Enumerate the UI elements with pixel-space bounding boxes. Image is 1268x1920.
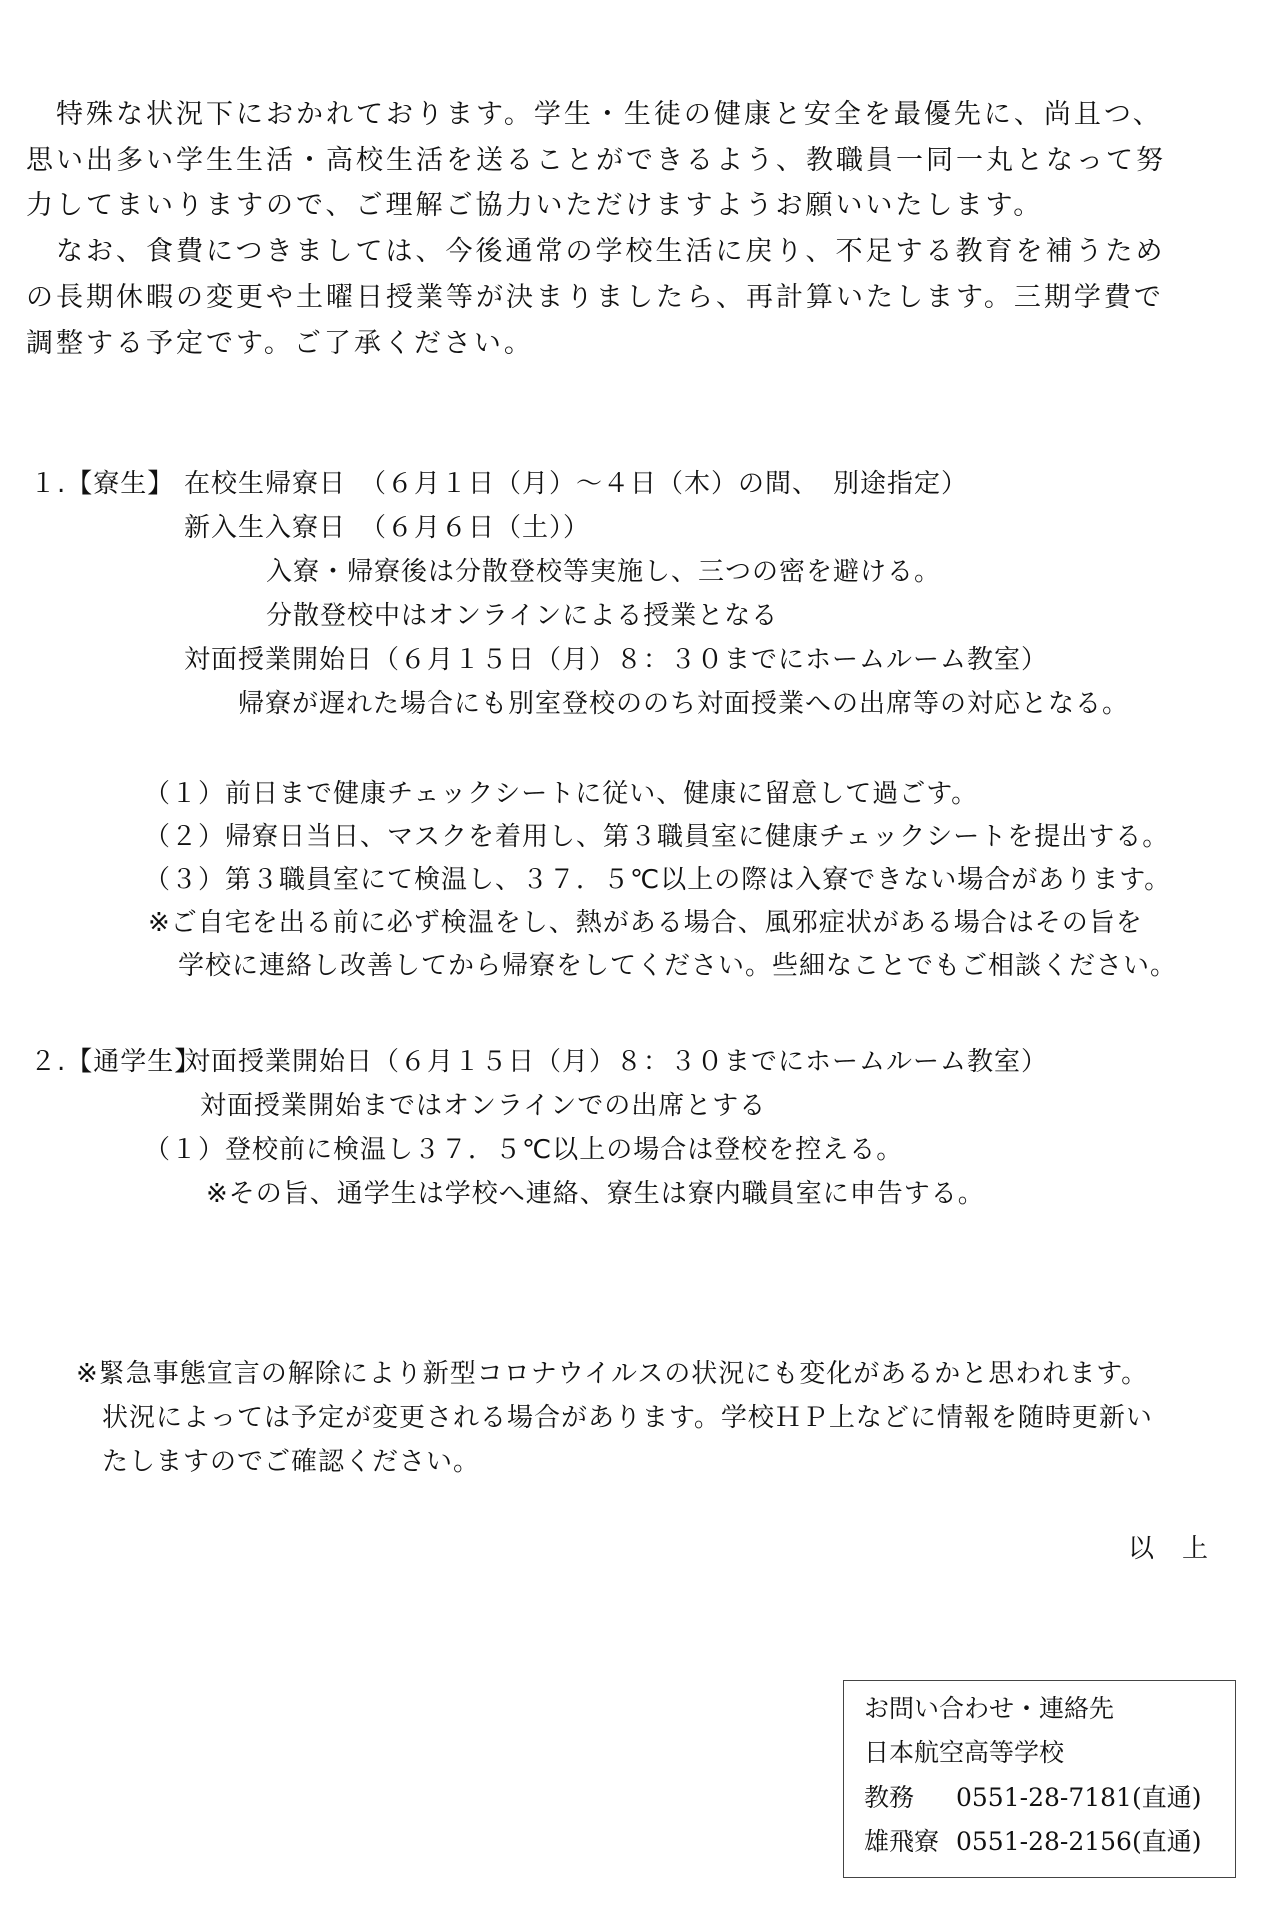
class-start: 対面授業開始日（６月１５日（月）８：３０までにホームルーム教室） xyxy=(184,1047,1049,1077)
contact-row xyxy=(864,1826,1201,1858)
intro-line: の長期休暇の変更や土曜日授業等が決まりましたら、再計算いたします。三期学費で xyxy=(26,282,1164,313)
class-start: 対面授業開始日（６月１５日（月）８：３０までにホームルーム教室） xyxy=(184,645,1049,675)
late-return-note: 帰寮が遅れた場合にも別室登校ののち対面授業への出席等の対応となる。 xyxy=(238,689,1130,719)
remark-line: ※ご自宅を出る前に必ず検温をし、熱がある場合、風邪症状がある場合はその旨を xyxy=(148,908,1143,938)
list-item: （１）登校前に検温し３７．５℃以上の場合は登校を控える。 xyxy=(144,1135,904,1165)
remark-line: 学校に連絡し改善してから帰寮をしてください。些細なことでもご相談ください。 xyxy=(178,951,1178,981)
list-item: （３）第３職員室にて検温し、３７．５℃以上の際は入寮できない場合があります。 xyxy=(144,865,1172,895)
section-heading: １.【寮生】 xyxy=(30,469,175,499)
school-name: 日本航空高等学校 xyxy=(864,1738,1065,1767)
contact-box xyxy=(843,1680,1236,1878)
contact-label: 教務 xyxy=(864,1783,915,1812)
contact-title: お問い合わせ・連絡先 xyxy=(864,1694,1115,1723)
closing: 以 上 xyxy=(1128,1534,1210,1564)
contact-label: 雄飛寮 xyxy=(864,1827,940,1856)
intro-line: 思い出多い学生生活・高校生活を送ることができるよう、教職員一同一丸となって努 xyxy=(26,145,1166,176)
intro-line: なお、食費につきましては、今後通常の学校生活に戻り、不足する教育を補うため xyxy=(56,236,1166,267)
remark-line: ※その旨、通学生は学校へ連絡、寮生は寮内職員室に申告する。 xyxy=(206,1179,985,1209)
phone-number: 0551-28-7181(直通) xyxy=(956,1783,1202,1812)
intro-line: 調整する予定です。ご了承ください。 xyxy=(26,328,534,359)
section-heading: ２.【通学生】 xyxy=(30,1047,202,1077)
entry-day: 新入生入寮日 （６月６日（土）） xyxy=(184,513,591,543)
online-note: 分散登校中はオンラインによる授業となる xyxy=(266,601,779,631)
online-attendance-note: 対面授業開始まではオンラインでの出席とする xyxy=(200,1091,767,1121)
notice-line: ※緊急事態宣言の解除により新型コロナウイルスの状況にも変化があるかと思われます。 xyxy=(76,1359,1149,1389)
list-item: （２）帰寮日当日、マスクを着用し、第３職員室に健康チェックシートを提出する。 xyxy=(144,822,1170,852)
intro-line: 特殊な状況下におかれております。学生・生徒の健康と安全を最優先に、尚且つ、 xyxy=(56,99,1163,130)
contact-row xyxy=(864,1782,1201,1814)
intro-line: 力してまいりますので、ご理解ご協力いただけますようお願いいたします。 xyxy=(26,190,1044,221)
phone-number: 0551-28-2156(直通) xyxy=(956,1827,1202,1856)
return-day: 在校生帰寮日 （６月１日（月）～４日（木）の間、 別途指定） xyxy=(184,469,969,499)
notice-line: 状況によっては予定が変更される場合があります。学校ＨＰ上などに情報を随時更新い xyxy=(102,1403,1153,1433)
list-item: （１）前日まで健康チェックシートに従い、健康に留意して過ごす。 xyxy=(144,779,979,809)
dispersed-note: 入寮・帰寮後は分散登校等実施し、三つの密を避ける。 xyxy=(266,557,942,587)
notice-line: たしますのでご確認ください。 xyxy=(102,1447,481,1477)
